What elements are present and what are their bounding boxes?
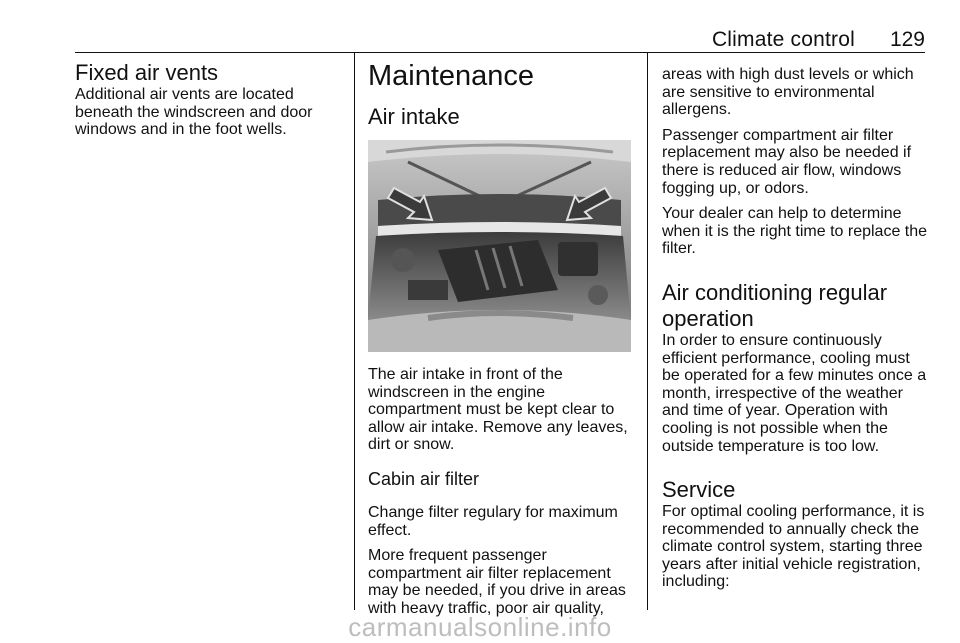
column-1 — [75, 60, 337, 139]
section-heading-service: Service — [662, 477, 736, 503]
cabin-filter-text-1: Change filter regulary for maximum effect. — [368, 503, 618, 539]
column-divider-1 — [354, 53, 355, 610]
cabin-filter-text-2: More frequent passenger compartment air filter replacement may be needed, if you drive in areas with heavy traffic, poor air quality, — [368, 547, 626, 617]
section-heading-fixed-air-vents: Fixed air vents — [75, 60, 219, 85]
column-2 — [368, 60, 633, 618]
air-conditioning-text: In order to ensure continuously efficient performance, cooling must be operated for a few minutes once a month, irrespective of the weather and time of year. Operation with cooling is not possible when the outside temperature is too low. — [662, 331, 927, 455]
section-heading-cabin-air-filter: Cabin air filter — [368, 468, 480, 489]
page-header — [75, 28, 925, 52]
column-3 — [662, 66, 930, 591]
header-rule — [75, 52, 925, 53]
engine-bay-figure — [368, 140, 631, 352]
header-title: Climate control — [711, 28, 855, 51]
air-intake-text: The air intake in front of the windscreen in the engine compartment must be kept clear to allow air intake. Remove any leaves, dirt or snow. — [368, 366, 628, 454]
section-heading-air-conditioning: Air conditioning regular operation — [662, 279, 888, 331]
chapter-heading-maintenance: Maintenance — [368, 60, 535, 92]
cabin-filter-text-4: Passenger compartment air filter replacement may also be needed if there is reduced air flow, windows fogging up, or odors. — [662, 126, 912, 197]
service-text: For optimal cooling performance, it is recommended to annually check the climate control system, starting three years after initial vehicle registration, including: — [662, 503, 925, 591]
column-divider-2 — [647, 53, 648, 610]
page-number: 129 — [889, 28, 925, 51]
fixed-air-vents-text: Additional air vents are located beneath the windscreen and door windows and in the foot wells. — [75, 86, 313, 139]
watermark: carmanualsonline.info — [348, 612, 612, 642]
section-heading-air-intake: Air intake — [368, 104, 460, 129]
cabin-filter-text-3: areas with high dust levels or which are sensitive to environmental allergens. — [662, 66, 914, 119]
cabin-filter-text-5: Your dealer can help to determine when it is the right time to replace the filter. — [662, 205, 928, 258]
engine-bay-photo-icon — [368, 140, 631, 352]
